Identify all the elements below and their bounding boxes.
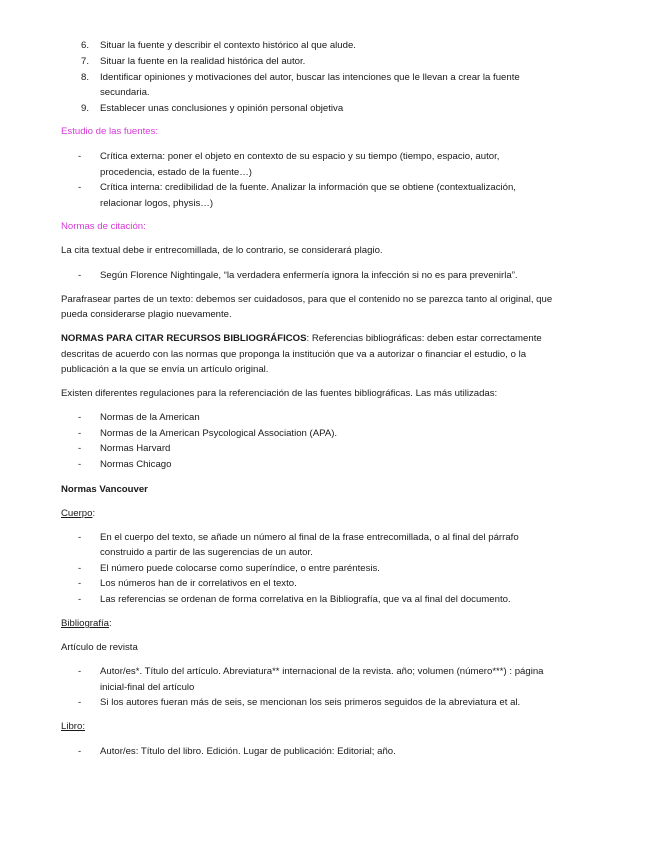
normas-paragraph: NORMAS PARA CITAR RECURSOS BIBLIOGRÁFICOS: Referencias bibliográficas: deben estar correctamente xyxy=(61,333,542,344)
citacion-paragraph-1: La cita textual debe ir entrecomillada, de lo contrario, se considerará plagio. xyxy=(61,245,383,256)
existen-paragraph: Existen diferentes regulaciones para la referenciación de las fuentes bibliográficas. Las más utilizadas: xyxy=(61,388,498,399)
articulo-heading: Artículo de revista xyxy=(61,642,138,653)
cuerpo-heading: Cuerpo: xyxy=(61,508,96,519)
bibliografia-heading: Bibliografía: xyxy=(61,618,112,629)
citacion-paragraph-2: Parafrasear partes de un texto: debemos ser cuidadosos, para que el contenido no se parezca tanto al original, que xyxy=(61,294,553,305)
estudio-heading: Estudio de las fuentes: xyxy=(61,126,159,137)
normas-paragraph-l3: publicación a la que se envía un artículo original. xyxy=(61,364,269,375)
normas-paragraph-l2: descritas de acuerdo con las normas que proponga la institución que va a autorizar o financiar el estudio, o la xyxy=(61,349,527,360)
libro-heading: Libro: xyxy=(61,721,85,732)
vancouver-heading: Normas Vancouver xyxy=(61,484,148,495)
citacion-heading: Normas de citación: xyxy=(61,221,146,232)
citacion-paragraph-2-cont: pueda considerarse plagio nuevamente. xyxy=(61,309,232,320)
document-page: 6. Situar la fuente y describir el contexto histórico al que alude. 7. Situar la fuente en la realidad histórica del autor. 8. Identificar opiniones y motivaciones del autor, buscar las intenciones que le llevan a crear la fuente secundaria. 9. Establecer unas conclusiones y opinión personal objetiva Estudio de las fuentes: - Crítica externa: poner el objeto en contexto de su espacio y su tiempo (tiempo, espacio, autor, procedencia, estado de la fuente…) - Crítica interna: credibilidad de la fuente. Analizar la información que se obtiene (contextualización, relacionar logos, physis…) Normas de citación: La cita textual debe ir entrecomillada, de lo contrario, se considerará plagio. - Según Florence Nightingale, “la verdadera enfermería ignora la infección si no es para prevenirla”. Parafrasear partes de un texto: debemos ser cuidadosos, para que el contenido no se parezca tanto al original, que pueda considerarse plagio nuevamente. NORMAS PARA CITAR RECURSOS BIBLIOGRÁFICOS: Referencias bibliográficas: deben estar correctamente descritas de acuerdo con las normas que proponga la institución que va a autorizar o financiar el estudio, o la publicación a la que se envía un artículo original. Existen diferentes regulaciones para la referenciación de las fuentes bibliográficas. Las más utilizadas: - Normas de la American - Normas de la American Psycological Association (APA). - Normas Harvard - Normas Chicago Normas Vancouver Cuerpo: - En el cuerpo del texto, se añade un número al final de la frase entrecomillada, o al final del párrafo construido a partir de las sugerencias de un autor. - El número puede colocarse como superíndice, o entre paréntesis. - Los números han de ir correlativos en el texto. - Las referencias se ordenan de forma correlativa en la Bibliografía, que va al final del documento. Bibliografía: Artículo de revista - Autor/es*. Título del artículo. Abreviatura** internacional de la revista. año; volumen (número***) : página inicial-final del artículo - Si los autores fueran más de seis, se mencionan los seis primeros seguidos de la abreviatura et al. Libro: - Autor/es: Título del libro. Edición. Lugar de publicación: Editorial; año. xyxy=(61,40,553,757)
